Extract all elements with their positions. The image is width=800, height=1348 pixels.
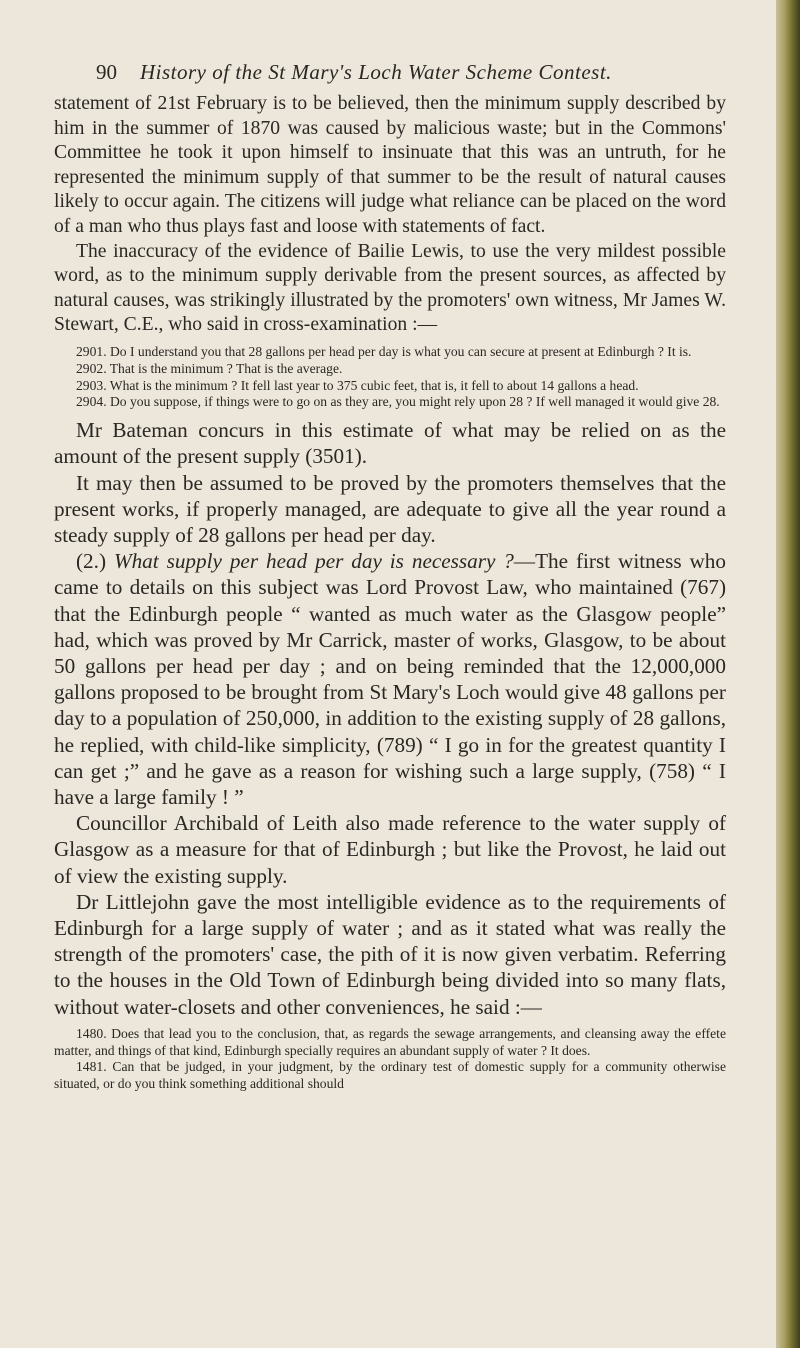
page-body	[54, 92, 726, 1099]
paragraph-littlejohn: Dr Littlejohn gave the most intelligible evidence as to the requirements of Edinburgh for a large supply of water ; and as it stated what was really the strength of the promoters' case, the pith of it is now given verbatim. Referring to the houses in the Old Town of Edinburgh being divided into so many flats, without water-closets and other conveniences, he said :—	[54, 889, 726, 1019]
testimony-line: 2903. What is the minimum ? It fell last year to 375 cubic feet, that is, it fell to about 14 gallons a head.	[76, 377, 639, 393]
testimony-line: 2904. Do you suppose, if things were to go on as they are, you might rely upon 28 ? If well managed it would give 28.	[76, 394, 720, 410]
question-text: —The first witness who came to details on this subject was Lord Provost Law, who maintained (767) that the Edinburgh people “ wanted as much water as the Glasgow people” had, which was proved by Mr Carrick, master of works, Glasgow, to be about 50 gallons per head per day ; and on being reminded that the 12,000,000 gallons proposed to be brought from St Mary's Loch would give 48 gallons per day to a population of 250,000, in addition to the existing supply of 28 gallons, he replied, with child-like simplicity, (789) “ I go in for the greatest quantity I can get ;” and he gave as a reason for wishing such a large supply, (758) “ I have a large family ! ”	[54, 549, 726, 809]
paragraph-question	[54, 548, 726, 810]
running-head: History of the St Mary's Loch Water Scheme Contest.	[140, 60, 612, 84]
testimony-line: 1480. Does that lead you to the conclusion, that, as regards the sewage arrangements, and cleansing away the effete matter, and things of that kind, Edinburgh specially requires an abundant supply of water ? It does.	[54, 1025, 726, 1058]
testimony-line: 1481. Can that be judged, in your judgment, by the ordinary test of domestic supply for a community otherwise situated, or do you think something additional should	[54, 1059, 726, 1092]
page-header	[96, 60, 726, 94]
testimony-stewart	[54, 344, 726, 411]
testimony-littlejohn	[54, 1026, 726, 1093]
testimony-line: 2902. That is the minimum ? That is the average.	[76, 360, 343, 376]
paragraph-inaccuracy: The inaccuracy of the evidence of Bailie Lewis, to use the very mildest possible word, as to the minimum supply derivable from the present sources, as affected by natural causes, was strikingly illustrated by the promoters' own witness, Mr James W. Stewart, C.E., who said in cross-examination :—	[54, 240, 726, 336]
question-number: (2.)	[76, 549, 114, 574]
paragraph-statement: statement of 21st February is to be believed, then the minimum supply described by him in the summer of 1870 was caused by malicious waste; but in the Commons' Committee he took it upon himself to insinuate that this was an untruth, for he represented the minimum supply of that summer to be the result of natural causes likely to occur again. The citizens will judge what reliance can be placed on the word of a man who thus plays fast and loose with statements of fact.	[54, 93, 726, 237]
paragraph-councillor: Councillor Archibald of Leith also made reference to the water supply of Glasgow as a measure for that of Edinburgh ; but like the Provost, he laid out of view the existing supply.	[54, 811, 726, 888]
paragraph-assumed: It may then be assumed to be proved by the promoters themselves that the present works, if properly managed, are adequate to give all the year round a steady supply of 28 gallons per head per day.	[54, 470, 726, 547]
testimony-line: 2901. Do I understand you that 28 gallons per head per day is what you can secure at present at Edinburgh ? It is.	[76, 343, 692, 359]
paragraph-bateman: Mr Bateman concurs in this estimate of what may be relied on as the amount of the present supply (3501).	[54, 418, 726, 469]
question-heading: What supply per head per day is necessary ?	[113, 549, 514, 574]
page-number: 90	[96, 60, 117, 84]
page-edge-shadow	[776, 0, 800, 1348]
